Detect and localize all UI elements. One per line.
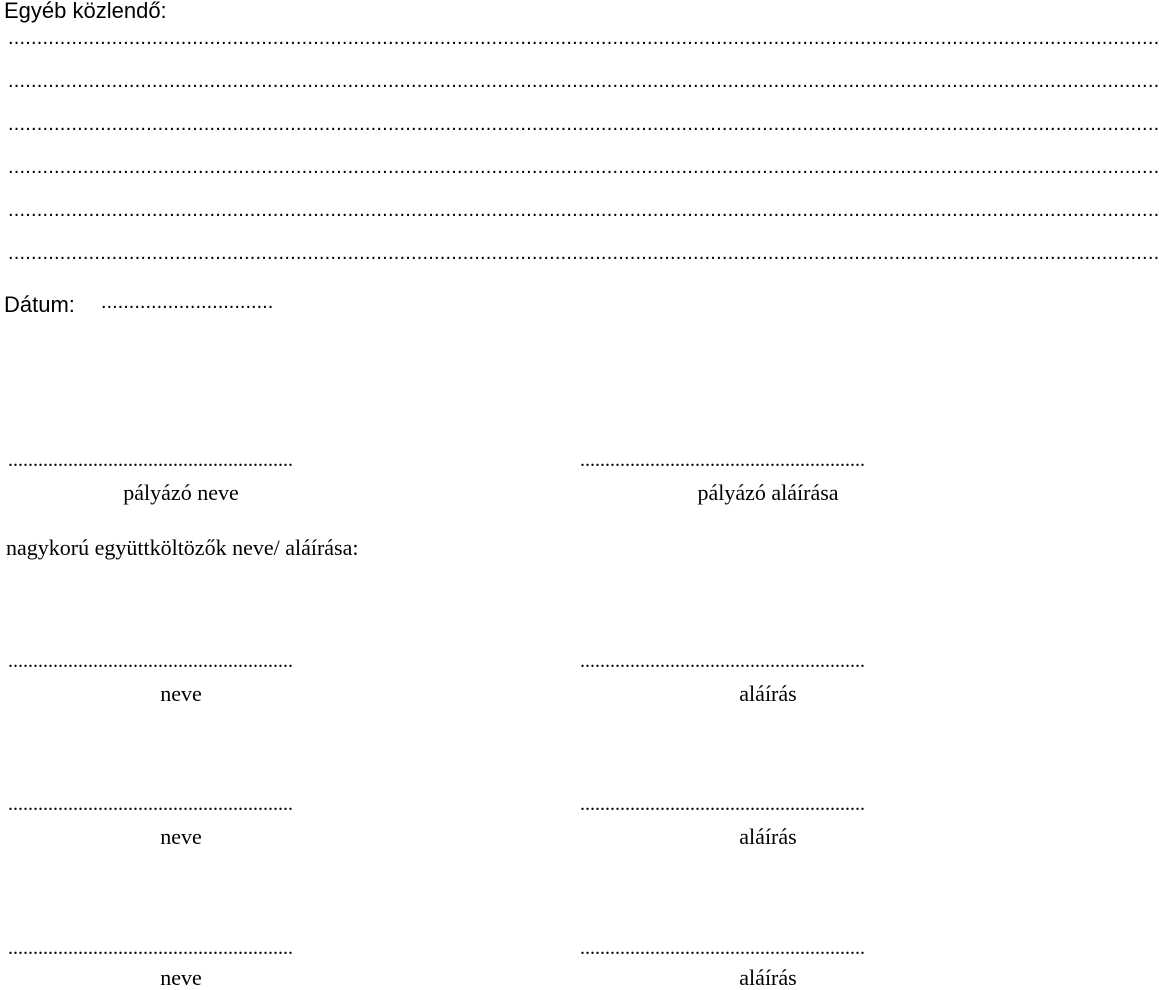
notes-line-4[interactable]: ........................................................................................................................................................................................................ [8,156,1159,178]
notes-line-3[interactable]: ........................................................................................................................................................................................................ [8,113,1159,135]
cohabitants-section-title: nagykorú együttköltözők neve/ aláírása: [6,535,359,560]
notes-line-2[interactable]: ........................................................................................................................................................................................................ [8,70,1159,92]
cohabitant-2-signature-label: aláírás [739,824,797,849]
cohabitant-3-name-line[interactable]: ......................................................... [8,937,293,959]
cohabitant-3-name-label: neve [160,965,202,990]
applicant-name-line[interactable]: ......................................................... [8,449,293,471]
cohabitant-2-name-label: neve [160,824,202,849]
cohabitant-2-name-line[interactable]: ......................................................... [8,793,293,815]
cohabitant-1-signature-line[interactable]: ......................................................... [580,650,865,672]
date-label: Dátum: [4,292,75,317]
other-notes-heading: Egyéb közlendő: [4,0,167,23]
applicant-signature-label: pályázó aláírása [697,480,839,505]
notes-line-6[interactable]: ........................................................................................................................................................................................................ [8,242,1159,264]
cohabitant-3-signature-label: aláírás [739,965,797,990]
cohabitant-1-name-line[interactable]: ......................................................... [8,650,293,672]
cohabitant-3-signature-line[interactable]: ......................................................... [580,937,865,959]
cohabitant-1-name-label: neve [160,681,202,706]
applicant-name-label: pályázó neve [123,480,239,505]
date-field[interactable]: ............................... [101,291,274,313]
notes-line-1[interactable]: ........................................................................................................................................................................................................ [8,27,1159,49]
notes-line-5[interactable]: ........................................................................................................................................................................................................ [8,199,1159,221]
applicant-signature-line[interactable]: ......................................................... [580,449,865,471]
cohabitant-1-signature-label: aláírás [739,681,797,706]
cohabitant-2-signature-line[interactable]: ......................................................... [580,793,865,815]
